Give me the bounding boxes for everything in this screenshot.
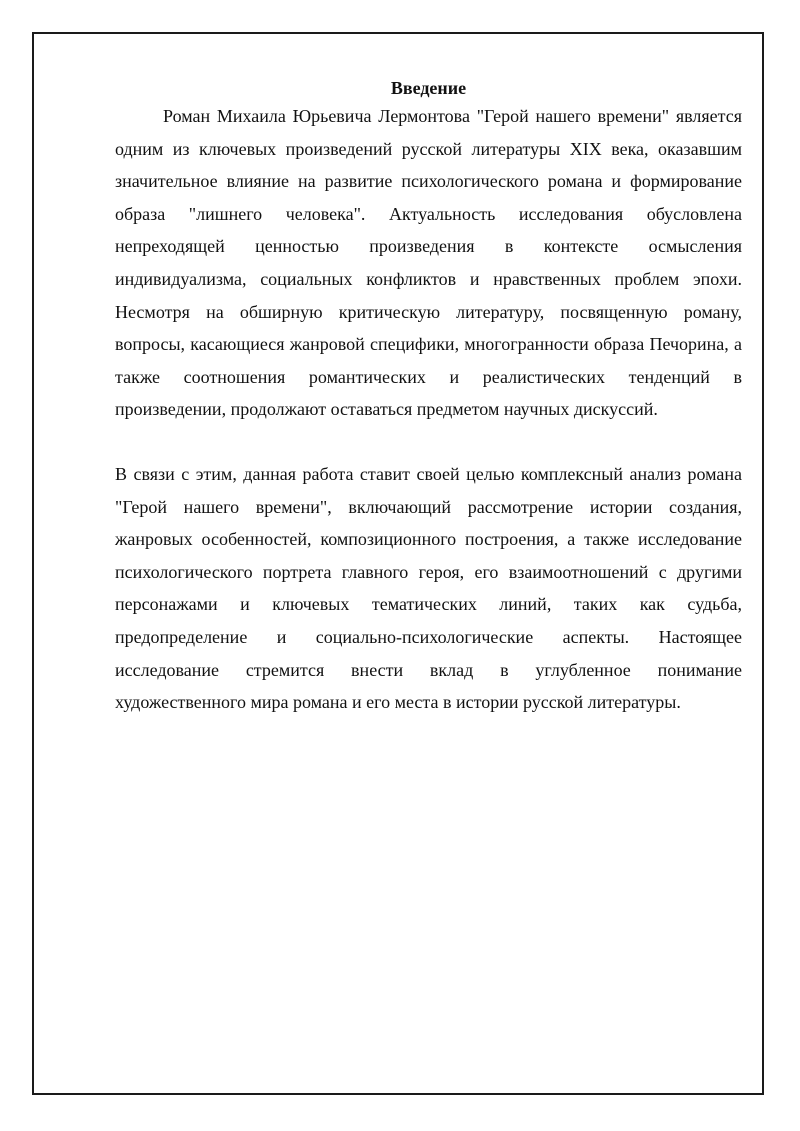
section-title: Введение: [390, 78, 467, 98]
document-body: [115, 76, 742, 719]
paragraph-intro: Роман Михаила Юрьевича Лермонтова "Герой нашего времени" является одним из ключевых произведений русской литературы XIX века, оказавшим значительное влияние на развитие психологического романа и формирование образа "лишнего человека". Актуальность исследования обусловлена непреходящей ценностью произведения в контексте осмысления индивидуализма, социальных конфликтов и нравственных проблем эпохи. Несмотря на обширную критическую литературу, посвященную роману, вопросы, касающиеся жанровой специфики, многогранности образа Печорина, а также соотношения романтических и реалистических тенденций в произведении, продолжают оставаться предметом научных дискуссий.: [115, 106, 742, 420]
paragraph-goal: В связи с этим, данная работа ставит своей целью комплексный анализ романа "Герой нашего времени", включающий рассмотрение истории создания, жанровых особенностей, композиционного построения, а также исследование психологического портрета главного героя, его взаимоотношений с другими персонажами и ключевых тематических линий, таких как судьба, предопределение и социально-психологические аспекты. Настоящее исследование стремится внести вклад в углубленное понимание художественного мира романа и его места в истории русской литературы.: [115, 463, 742, 713]
